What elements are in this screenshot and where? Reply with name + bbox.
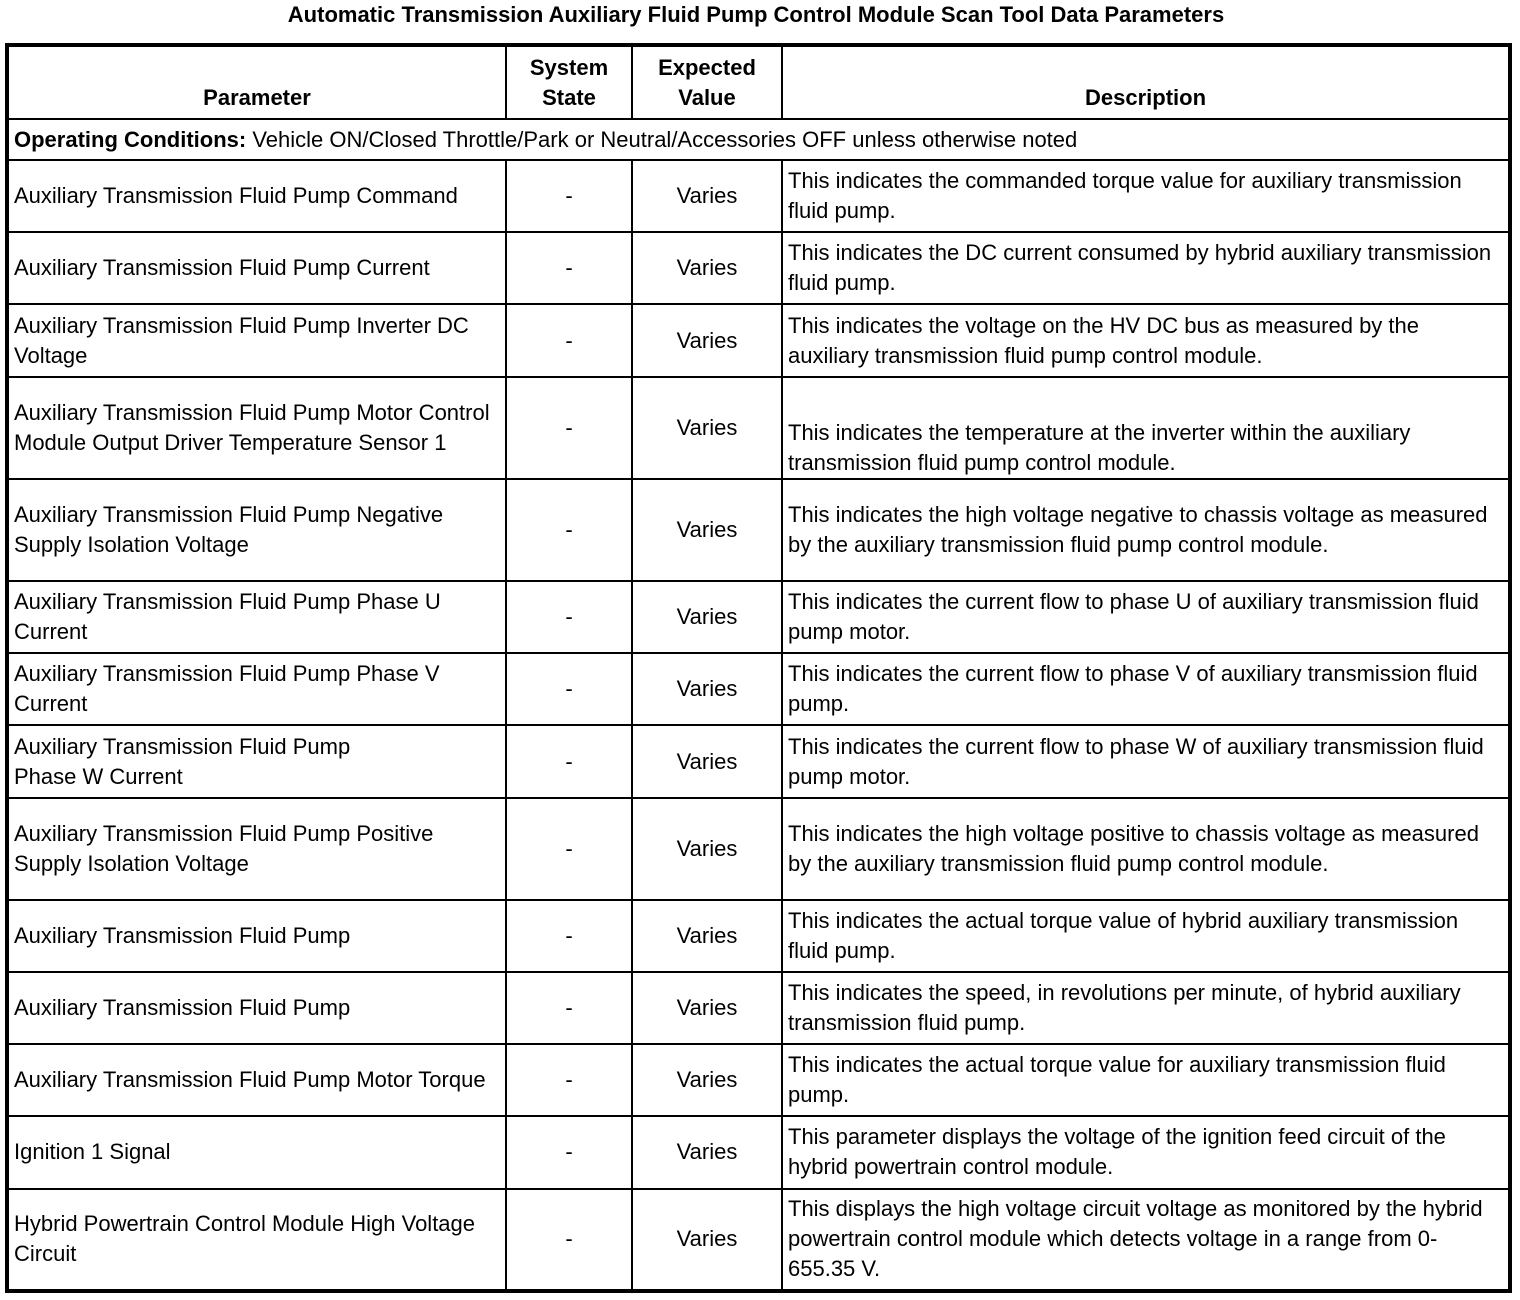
description-cell: This indicates the high voltage negative to chassis voltage as measured by the auxiliary transmission fluid pump control module. <box>782 479 1510 581</box>
expected-value-cell: Varies <box>632 653 782 725</box>
expected-value-cell: Varies <box>632 232 782 304</box>
description-header: Description <box>782 45 1510 119</box>
expected-value-cell: Varies <box>632 900 782 972</box>
description-cell: This indicates the current flow to phase V of auxiliary transmission fluid pump. <box>782 653 1510 725</box>
system-state-cell: - <box>506 160 632 232</box>
system-state-cell: - <box>506 1116 632 1188</box>
description-cell: This indicates the actual torque value for auxiliary transmission fluid pump. <box>782 1044 1510 1116</box>
header-row <box>7 45 1510 119</box>
description-cell: This displays the high voltage circuit voltage as monitored by the hybrid powertrain control module which detects voltage in a range from 0-655.35 V. <box>782 1189 1510 1291</box>
table-row <box>7 304 1510 376</box>
operating-conditions-text: Vehicle ON/Closed Throttle/Park or Neutral/Accessories OFF unless otherwise noted <box>246 126 1078 152</box>
expected-value-cell: Varies <box>632 581 782 653</box>
system-state-header: System State <box>506 45 632 119</box>
system-state-cell: - <box>506 1189 632 1291</box>
expected-value-cell: Varies <box>632 479 782 581</box>
expected-value-cell: Varies <box>632 1044 782 1116</box>
description-cell: This indicates the commanded torque value for auxiliary transmission fluid pump. <box>782 160 1510 232</box>
description-cell: This indicates the voltage on the HV DC bus as measured by the auxiliary transmission fluid pump control module. <box>782 304 1510 376</box>
parameter-cell: Auxiliary Transmission Fluid Pump Phase V Current <box>7 653 506 725</box>
parameter-cell: Auxiliary Transmission Fluid Pump Inverter DC Voltage <box>7 304 506 376</box>
description-cell: This indicates the speed, in revolutions per minute, of hybrid auxiliary transmission fluid pump. <box>782 972 1510 1044</box>
table-row <box>7 972 1510 1044</box>
table-row <box>7 900 1510 972</box>
scan-tool-data-table <box>5 43 1512 1293</box>
table-row <box>7 581 1510 653</box>
system-state-cell: - <box>506 304 632 376</box>
table-row <box>7 653 1510 725</box>
description-cell: This indicates the temperature at the inverter within the auxiliary transmission fluid pump control module. <box>782 377 1510 479</box>
expected-value-cell: Varies <box>632 1116 782 1188</box>
table-row <box>7 232 1510 304</box>
parameter-text: Auxiliary Transmission Fluid Pump Phase W Current <box>14 733 351 789</box>
table-row <box>7 377 1510 479</box>
parameter-cell: Ignition 1 Signal <box>7 1116 506 1188</box>
expected-value-cell: Varies <box>632 304 782 376</box>
parameter-cell: Hybrid Powertrain Control Module High Voltage Circuit <box>7 1189 506 1291</box>
system-state-cell: - <box>506 1044 632 1116</box>
expected-value-cell: Varies <box>632 160 782 232</box>
table-row <box>7 725 1510 797</box>
parameter-cell: Auxiliary Transmission Fluid Pump <box>7 972 506 1044</box>
expected-value-cell: Varies <box>632 798 782 900</box>
parameter-cell: Auxiliary Transmission Fluid Pump Negative Supply Isolation Voltage <box>7 479 506 581</box>
parameter-cell: Auxiliary Transmission Fluid Pump Positive Supply Isolation Voltage <box>7 798 506 900</box>
system-state-cell: - <box>506 900 632 972</box>
table-row <box>7 479 1510 581</box>
description-cell: This indicates the DC current consumed by hybrid auxiliary transmission fluid pump. <box>782 232 1510 304</box>
system-state-cell: - <box>506 479 632 581</box>
table-row <box>7 1116 1510 1188</box>
description-cell: This indicates the current flow to phase U of auxiliary transmission fluid pump motor. <box>782 581 1510 653</box>
system-state-cell: - <box>506 798 632 900</box>
table-row <box>7 798 1510 900</box>
expected-value-cell: Varies <box>632 377 782 479</box>
system-state-cell: - <box>506 581 632 653</box>
description-cell: This indicates the actual torque value of hybrid auxiliary transmission fluid pump. <box>782 900 1510 972</box>
description-cell: This indicates the high voltage positive to chassis voltage as measured by the auxiliary transmission fluid pump control module. <box>782 798 1510 900</box>
parameter-cell: Auxiliary Transmission Fluid Pump <box>7 900 506 972</box>
expected-value-cell: Varies <box>632 725 782 797</box>
parameter-header: Parameter <box>7 45 506 119</box>
expected-value-cell: Varies <box>632 972 782 1044</box>
expected-value-cell: Varies <box>632 1189 782 1291</box>
system-state-cell: - <box>506 377 632 479</box>
expected-value-header: Expected Value <box>632 45 782 119</box>
parameter-cell: Auxiliary Transmission Fluid Pump Current <box>7 232 506 304</box>
system-state-cell: - <box>506 725 632 797</box>
system-state-cell: - <box>506 972 632 1044</box>
table-row <box>7 160 1510 232</box>
parameter-cell <box>7 725 506 797</box>
system-state-cell: - <box>506 653 632 725</box>
parameter-cell: Auxiliary Transmission Fluid Pump Motor Control Module Output Driver Temperature Sensor 1 <box>7 377 506 479</box>
operating-conditions <box>7 119 1510 160</box>
system-state-cell: - <box>506 232 632 304</box>
parameter-cell: Auxiliary Transmission Fluid Pump Command <box>7 160 506 232</box>
document-title: Automatic Transmission Auxiliary Fluid Pump Control Module Scan Tool Data Parameters <box>287 2 1225 27</box>
table-row <box>7 1189 1510 1291</box>
parameter-cell: Auxiliary Transmission Fluid Pump Phase U Current <box>7 581 506 653</box>
description-cell: This parameter displays the voltage of the ignition feed circuit of the hybrid powertrain control module. <box>782 1116 1510 1188</box>
operating-conditions-row <box>7 119 1510 160</box>
table-row <box>7 1044 1510 1116</box>
operating-conditions-label: Operating Conditions: <box>14 126 247 152</box>
parameter-cell: Auxiliary Transmission Fluid Pump Motor Torque <box>7 1044 506 1116</box>
description-cell: This indicates the current flow to phase W of auxiliary transmission fluid pump motor. <box>782 725 1510 797</box>
